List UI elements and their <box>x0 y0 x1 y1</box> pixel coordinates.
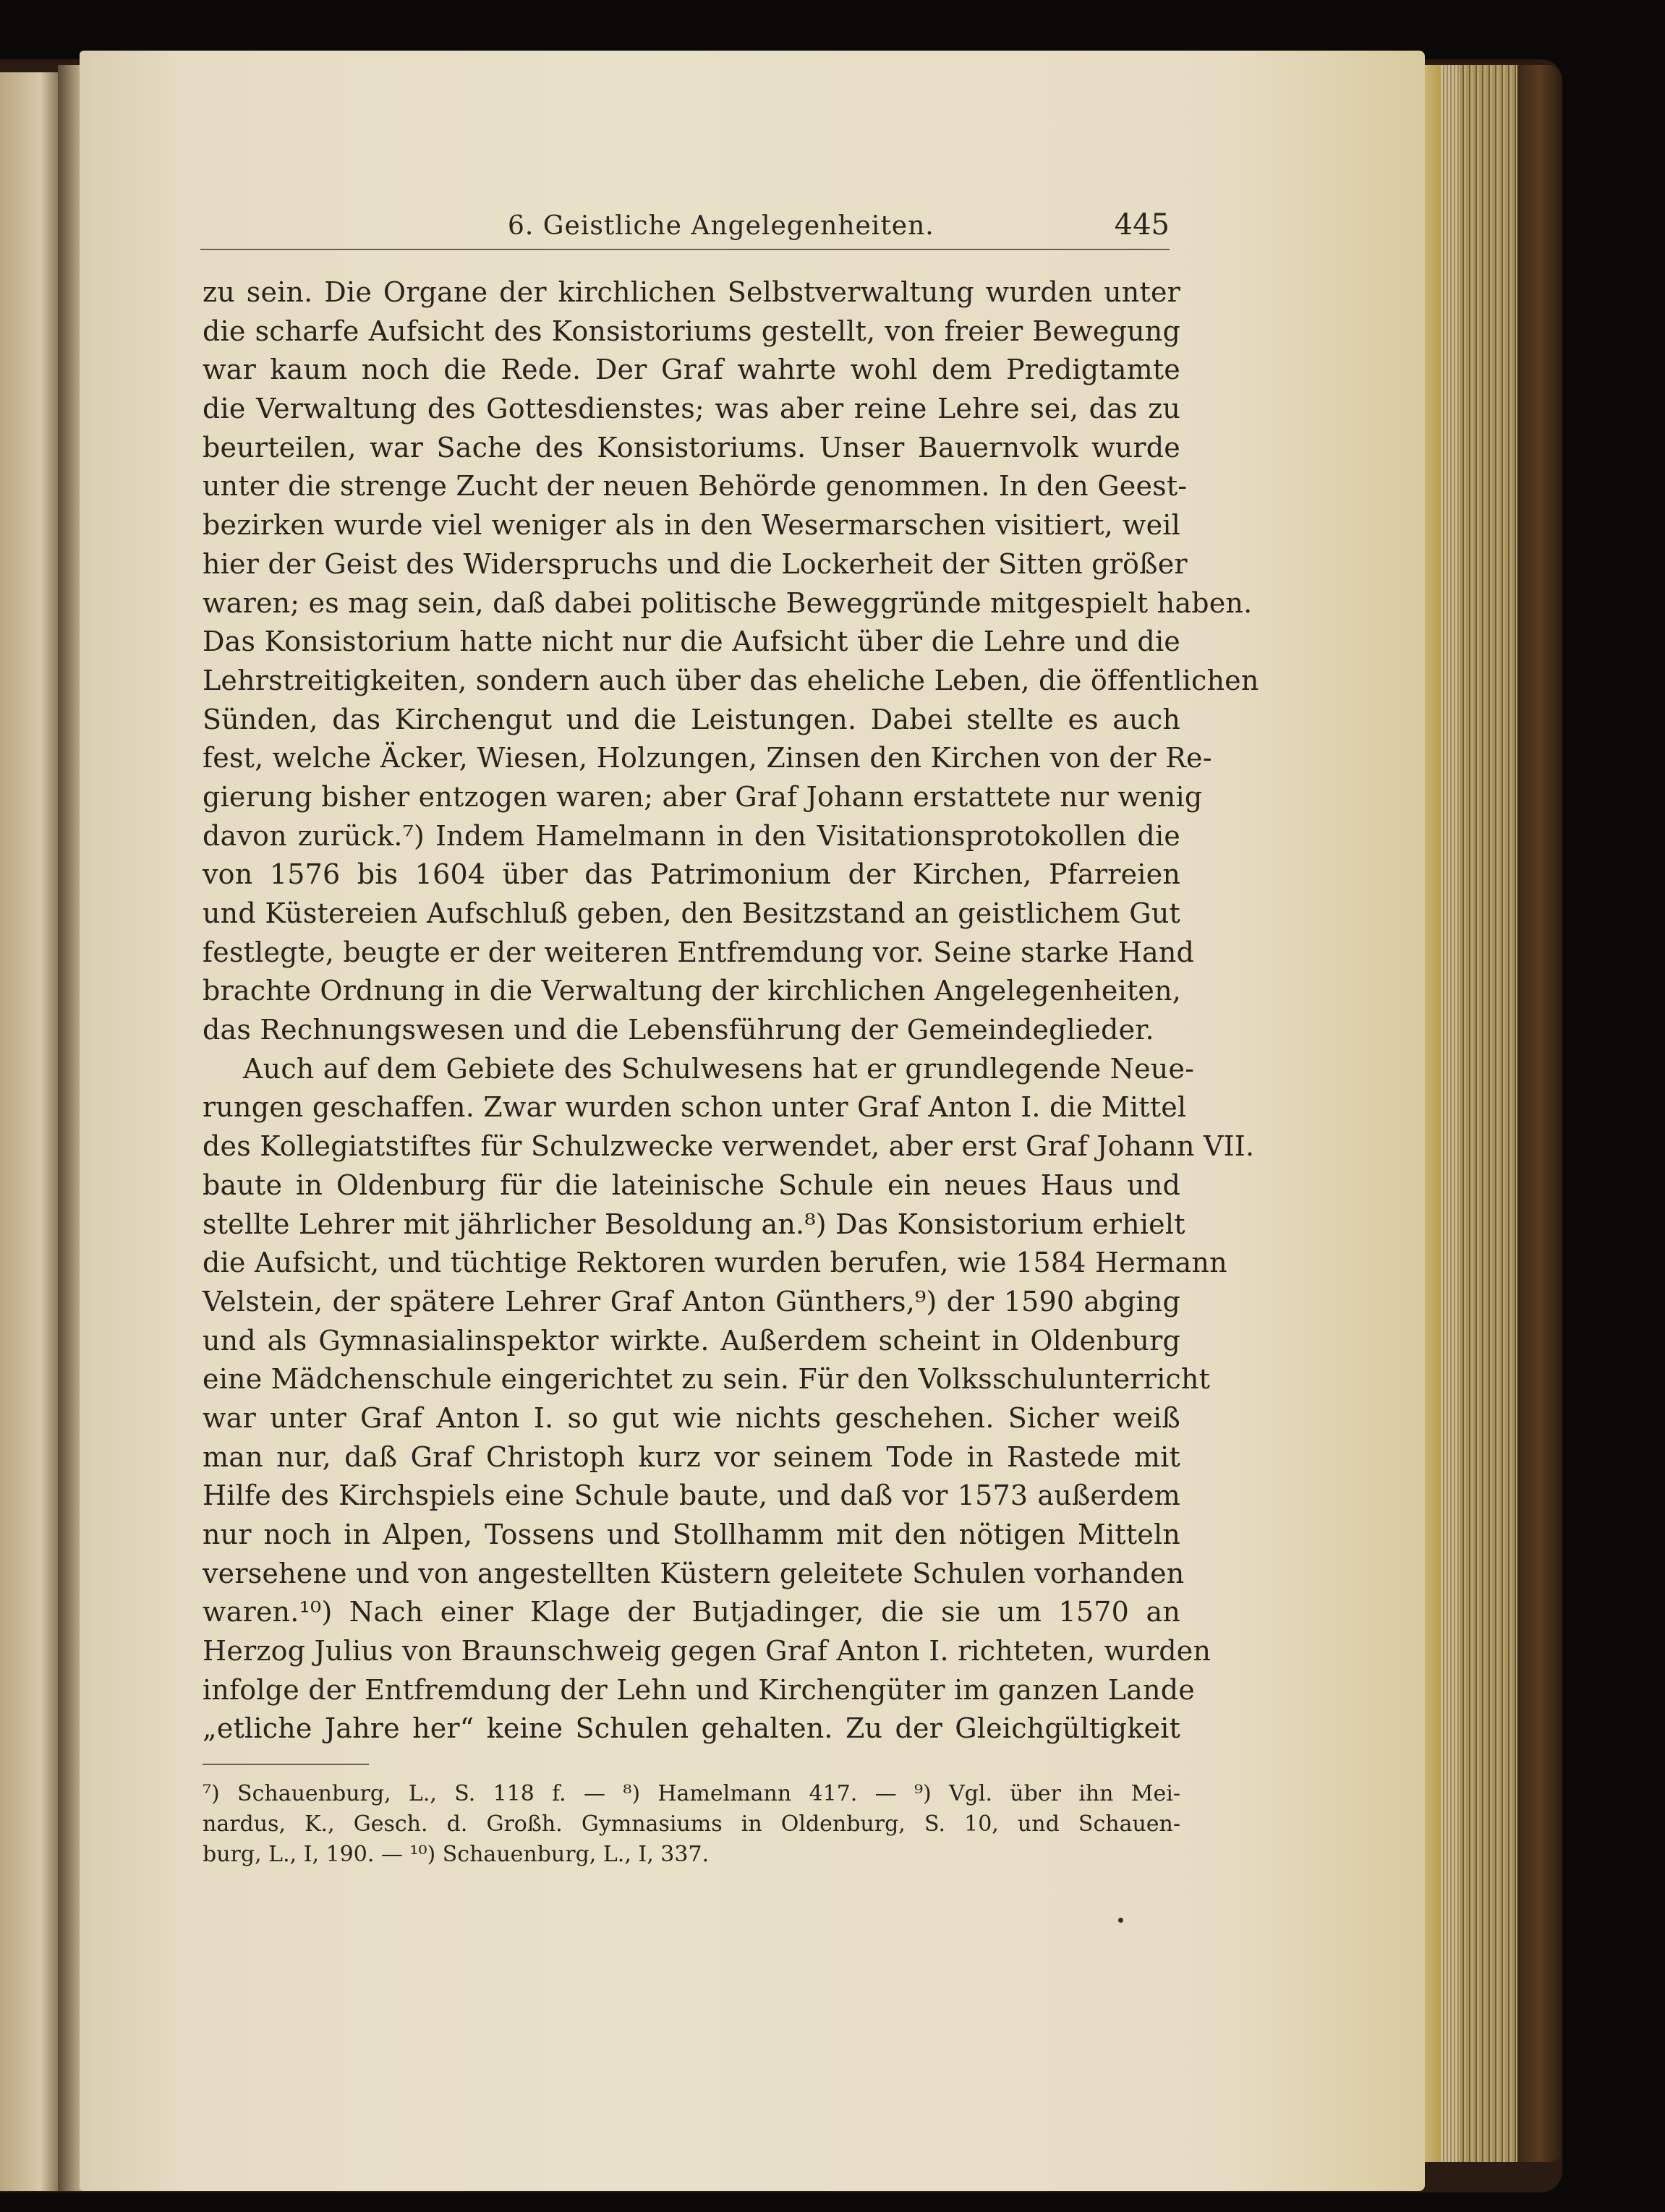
text-line: des Kollegiatstiftes für Schulzwecke verwendet, aber erst Graf Johann VII. <box>203 1130 1255 1163</box>
text-line: und als Gymnasialinspektor wirkte. Außerdem scheint in Oldenburg <box>203 1324 1180 1357</box>
text-line: beurteilen, war Sache des Konsistoriums. Unser Bauernvolk wurde <box>203 431 1180 464</box>
body-text <box>203 273 1259 1748</box>
text-line: festlegte, beugte er der weiteren Entfremdung vor. Seine starke Hand <box>203 936 1195 968</box>
footnote-line: burg, L., I, 190. — ¹⁰) Schauenburg, L., I, 337. <box>203 1842 710 1867</box>
text-line: die scharfe Aufsicht des Konsistoriums gestellt, von freier Bewegung <box>203 315 1180 347</box>
text-line: das Rechnungswesen und die Lebensführung der Gemeindeglieder. <box>203 1014 1154 1046</box>
text-line: nur noch in Alpen, Tossens und Stollhamm mit den nötigen Mitteln <box>203 1519 1180 1550</box>
text-line: Sünden, das Kirchengut und die Leistungen. Dabei stellte es auch <box>203 703 1180 735</box>
text-line: Auch auf dem Gebiete des Schulwesens hat er grundlegende Neue- <box>243 1052 1195 1085</box>
text-line: zu sein. Die Organe der kirchlichen Selbstverwaltung wurden unter <box>203 276 1180 308</box>
page-block-edge <box>1423 65 1441 2162</box>
text-line: waren.¹⁰) Nach einer Klage der Butjadinger, die sie um 1570 an <box>203 1596 1180 1628</box>
ink-speck <box>1118 1918 1123 1923</box>
text-line: infolge der Entfremdung der Lehn und Kirchengüter im ganzen Lande <box>203 1673 1195 1706</box>
footnote-divider <box>203 1764 369 1765</box>
text-line: unter die strenge Zucht der neuen Behörde genommen. In den Geest- <box>203 470 1188 503</box>
footnote-line: nardus, K., Gesch. d. Großh. Gymnasiums in Oldenburg, S. 10, und Schauen- <box>203 1811 1180 1837</box>
text-line: bezirken wurde viel weniger als in den Wesermarschen visitiert, weil <box>203 509 1180 542</box>
text-line: Velstein, der spätere Lehrer Graf Anton Günthers,⁹) der 1590 abging <box>203 1285 1180 1318</box>
text-line: Herzog Julius von Braunschweig gegen Graf Anton I. richteten, wurden <box>203 1635 1212 1667</box>
running-header <box>200 202 1170 250</box>
text-line: baute in Oldenburg für die lateinische Schule ein neues Haus und <box>203 1169 1180 1201</box>
page-number: 445 <box>1114 208 1170 242</box>
text-line: Hilfe des Kirchspiels eine Schule baute, und daß vor 1573 außerdem <box>203 1479 1180 1512</box>
footnote-line: ⁷) Schauenburg, L., S. 118 f. — ⁸) Hamelmann 417. — ⁹) Vgl. über ihn Mei- <box>203 1781 1180 1806</box>
running-header-title: 6. Geistliche Angelegenheiten. <box>508 211 934 241</box>
page-block-edge <box>1460 65 1517 2162</box>
text-line: waren; es mag sein, daß dabei politische Beweggründe mitgespielt haben. <box>203 586 1253 619</box>
text-line: und Küstereien Aufschluß geben, den Besitzstand an geistlichem Gut <box>203 897 1180 929</box>
text-line: brachte Ordnung in die Verwaltung der kirchlichen Angelegenheiten, <box>203 975 1182 1007</box>
text-line: versehene und von angestellten Küstern geleitete Schulen vorhanden <box>203 1557 1185 1589</box>
text-line: die Verwaltung des Gottesdienstes; was aber reine Lehre sei, das zu <box>203 393 1180 425</box>
book-spine-edge <box>1517 65 1562 2162</box>
text-line: man nur, daß Graf Christoph kurz vor seinem Tode in Rastede mit <box>203 1440 1180 1473</box>
text-line: davon zurück.⁷) Indem Hamelmann in den Visitationsprotokollen die <box>203 819 1180 852</box>
left-page-edge <box>0 72 58 2191</box>
footnotes <box>203 1779 1180 1870</box>
text-line: hier der Geist des Widerspruchs und die Lockerheit der Sitten größer <box>203 547 1188 580</box>
page-block-edge <box>1441 65 1460 2162</box>
text-line: fest, welche Äcker, Wiesen, Holzungen, Zinsen den Kirchen von der Re- <box>203 742 1212 774</box>
text-line: gierung bisher entzogen waren; aber Graf Johann erstattete nur wenig <box>203 780 1203 813</box>
text-line: war kaum noch die Rede. Der Graf wahrte wohl dem Predigtamte <box>203 354 1180 386</box>
text-line: war unter Graf Anton I. so gut wie nichts geschehen. Sicher weiß <box>203 1401 1180 1434</box>
text-line: rungen geschaffen. Zwar wurden schon unter Graf Anton I. die Mittel <box>203 1091 1187 1124</box>
text-line: eine Mädchenschule eingerichtet zu sein. Für den Volksschulunterricht <box>203 1363 1211 1396</box>
text-line: „etliche Jahre her“ keine Schulen gehalten. Zu der Gleichgültigkeit <box>203 1712 1180 1745</box>
text-line: die Aufsicht, und tüchtige Rektoren wurden berufen, wie 1584 Hermann <box>203 1247 1227 1279</box>
text-line: Lehrstreitigkeiten, sondern auch über das eheliche Leben, die öffentlichen <box>203 664 1259 696</box>
text-line: stellte Lehrer mit jährlicher Besoldung an.⁸) Das Konsistorium erhielt <box>203 1208 1185 1240</box>
text-line: von 1576 bis 1604 über das Patrimonium der Kirchen, Pfarreien <box>203 858 1180 891</box>
text-line: Das Konsistorium hatte nicht nur die Aufsicht über die Lehre und die <box>203 625 1180 658</box>
